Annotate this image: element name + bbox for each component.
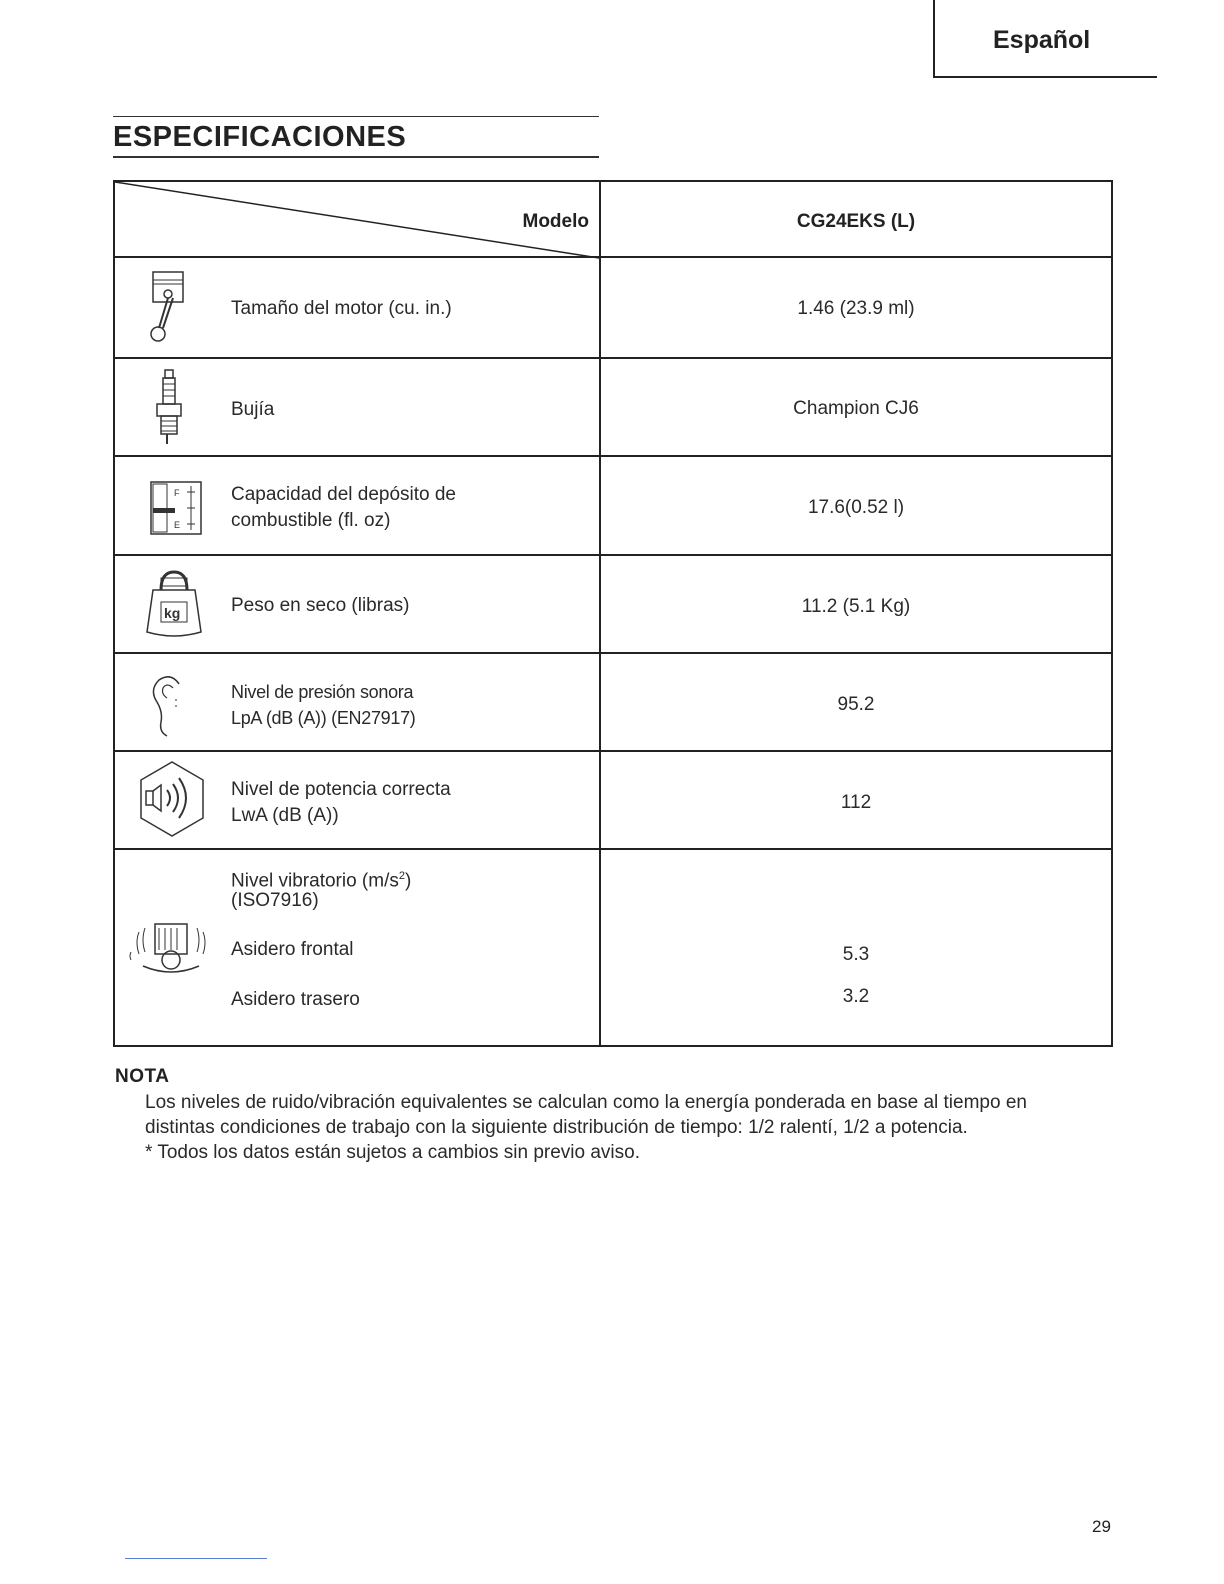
row-label-line: Nivel de presión sonora xyxy=(231,682,414,702)
sound-power-icon xyxy=(137,760,207,840)
row-label: Bujía xyxy=(231,399,275,420)
footer-rule xyxy=(125,1558,267,1559)
row-label-line: Nivel vibratorio $(m/s^2)$ xyxy=(231,870,412,892)
note-line: * Todos los datos están sujetos a cambios sin previo aviso. xyxy=(145,1142,640,1163)
svg-text:E: E xyxy=(174,520,181,530)
row-label: Tamaño del motor (cu. in.) xyxy=(231,298,452,319)
row-divider xyxy=(115,750,1111,752)
row-label-line: LwA (dB (A)) xyxy=(231,805,339,826)
title-rule-bottom xyxy=(113,156,599,158)
sub-row-label: Asidero trasero xyxy=(231,989,360,1010)
title-rule-top xyxy=(113,116,599,117)
row-divider xyxy=(115,455,1111,457)
row-label-line: (ISO7916) xyxy=(231,890,319,911)
sub-row-label: Asidero frontal xyxy=(231,939,354,960)
page-title: ESPECIFICACIONES xyxy=(113,121,407,153)
ear-icon xyxy=(149,670,189,740)
note-line: Los niveles de ruido/vibración equivalentes se calculan como la energía ponderada en base al tiempo en xyxy=(145,1092,1027,1113)
vibration-engine-icon xyxy=(125,916,217,976)
row-value: 95.2 xyxy=(837,694,875,715)
row-label: Peso en seco (libras) xyxy=(231,595,410,616)
svg-text:F: F xyxy=(174,488,180,498)
model-value: CG24EKS (L) xyxy=(796,211,916,232)
fuel-gauge-icon xyxy=(149,480,205,540)
page-number: 29 xyxy=(1092,1517,1111,1536)
svg-text:kg: kg xyxy=(164,605,181,621)
weight-kg-icon xyxy=(143,566,205,644)
engine-piston-icon xyxy=(143,268,195,350)
row-value: 11.2 (5.1 Kg) xyxy=(801,596,911,617)
row-divider xyxy=(115,848,1111,850)
note-title: NOTA xyxy=(115,1066,170,1087)
spark-plug-icon xyxy=(149,368,189,450)
row-value: 112 xyxy=(840,792,872,813)
sub-row-value: 3.2 xyxy=(842,986,870,1007)
row-label-line: Nivel de potencia correcta xyxy=(231,779,451,800)
row-divider xyxy=(115,256,1111,258)
spec-table xyxy=(113,180,1113,1047)
row-value: Champion CJ6 xyxy=(793,398,919,419)
row-value: 17.6(0.52 l) xyxy=(807,497,905,518)
row-label-line: LpA (dB (A)) (EN27917) xyxy=(231,708,416,728)
row-divider xyxy=(115,357,1111,359)
row-value: 1.46 (23.9 ml) xyxy=(797,298,915,319)
language-label: Español xyxy=(993,26,1091,54)
row-divider xyxy=(115,554,1111,556)
row-divider xyxy=(115,652,1111,654)
row-label-line: Capacidad del depósito de xyxy=(231,484,457,505)
row-label-line: combustible (fl. oz) xyxy=(231,510,391,531)
note-line: distintas condiciones de trabajo con la siguiente distribución de tiempo: 1/2 ralentí, 1/2 a potencia. xyxy=(145,1117,968,1138)
sub-row-value: 5.3 xyxy=(842,944,870,965)
model-label: Modelo xyxy=(522,211,589,232)
